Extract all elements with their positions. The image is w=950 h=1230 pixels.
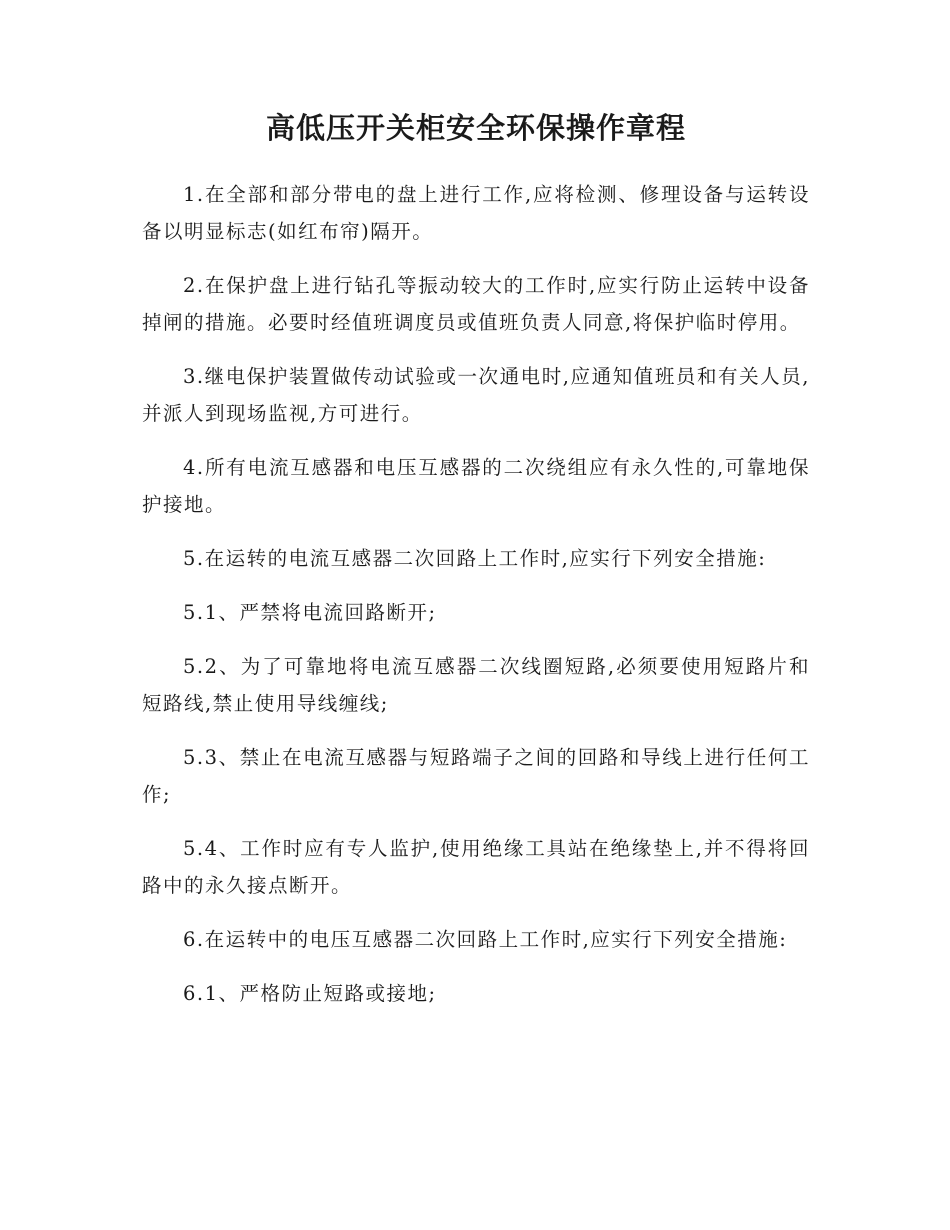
document-body	[142, 176, 810, 1012]
document-title: 高低压开关柜安全环保操作章程	[265, 111, 686, 145]
paragraph-5: 5.在运转的电流互感器二次回路上工作时,应实行下列安全措施:	[183, 547, 767, 570]
paragraph-6: 6.在运转中的电压互感器二次回路上工作时,应实行下列安全措施:	[183, 928, 788, 951]
paragraph-6-1: 6.1、严格防止短路或接地;	[183, 982, 437, 1005]
paragraph-3: 3.继电保护装置做传动试验或一次通电时,应通知值班员和有关人员,并派人到现场监视,方可进行。	[142, 365, 810, 425]
paragraph-2: 2.在保护盘上进行钻孔等振动较大的工作时,应实行防止运转中设备掉闸的措施。必要时经值班调度员或值班负责人同意,将保护临时停用。	[142, 274, 810, 334]
paragraph-5-3: 5.3、禁止在电流互感器与短路端子之间的回路和导线上进行任何工作;	[142, 746, 810, 806]
paragraph-5-4: 5.4、工作时应有专人监护,使用绝缘工具站在绝缘垫上,并不得将回路中的永久接点断开。	[142, 837, 810, 897]
paragraph-4: 4.所有电流互感器和电压互感器的二次绕组应有永久性的,可靠地保护接地。	[142, 456, 810, 516]
paragraph-1: 1.在全部和部分带电的盘上进行工作,应将检测、修理设备与运转设备以明显标志(如红布帘)隔开。	[142, 183, 810, 243]
paragraph-5-2: 5.2、为了可靠地将电流互感器二次线圈短路,必须要使用短路片和短路线,禁止使用导线缠线;	[142, 655, 810, 715]
paragraph-5-1: 5.1、严禁将电流回路断开;	[183, 601, 437, 624]
